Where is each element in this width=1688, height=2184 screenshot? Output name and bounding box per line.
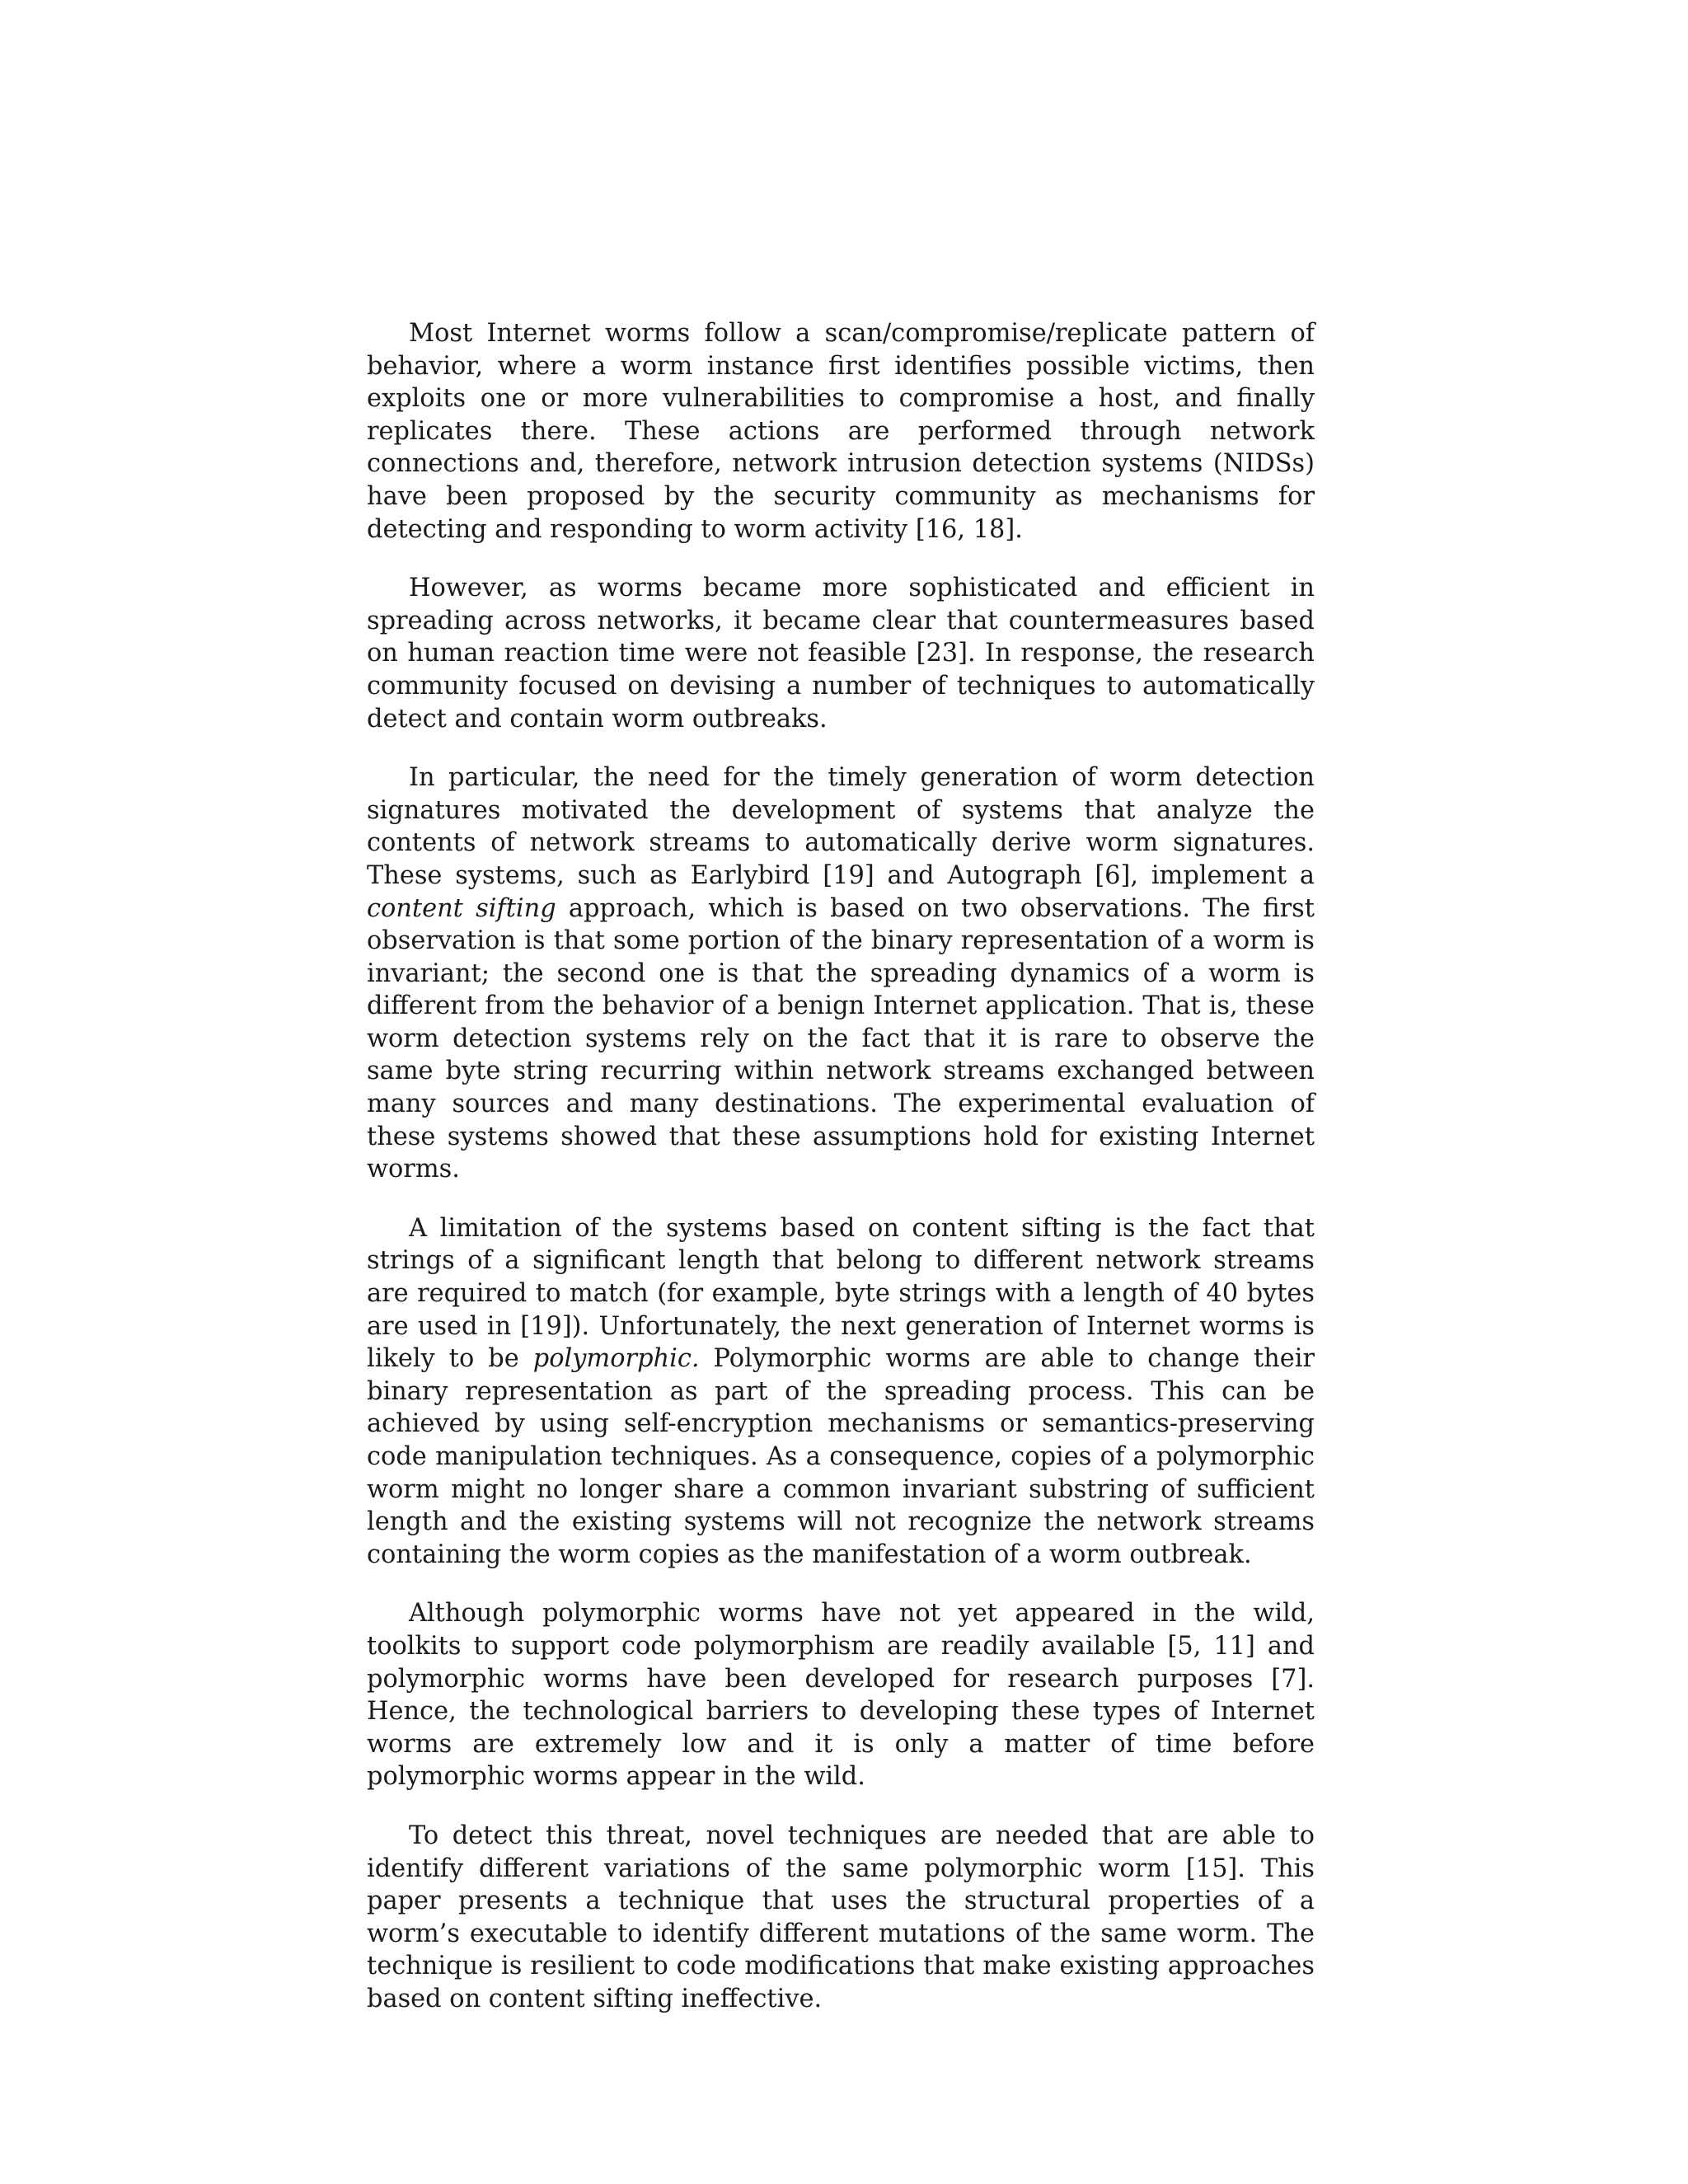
body-text bbox=[367, 317, 1315, 2016]
paragraph-1 bbox=[367, 317, 1315, 546]
paragraph-4 bbox=[367, 1212, 1315, 1572]
paragraph-2 bbox=[367, 572, 1315, 735]
paragraph-5 bbox=[367, 1597, 1315, 1793]
paragraph-3-text-a: In particular, the need for the timely generation of worm detection signatures motivated the development of systems that analyze the contents of network streams to automatically derive worm signatures. These systems, such as Earlybird [19] and Autograph [6], implement a bbox=[367, 763, 1315, 890]
paragraph-4-emphasis: polymorphic. bbox=[532, 1344, 700, 1374]
paragraph-5-text: Although polymorphic worms have not yet appeared in the wild, toolkits to support code polymorphism are readily available [5, 11] and polymorphic worms have been developed for research purposes [7]. Hence, the technological barriers to developing these types of Internet worms are extremely low and it is only a matter of time before polymorphic worms appear in the wild. bbox=[367, 1599, 1315, 1792]
paragraph-1-text: Most Internet worms follow a scan/compromise/replicate pattern of behavior, where a worm instance first identifies possible victims, then exploits one or more vulnerabilities to compromise a host, and finally replicates there. These actions are performed through network connections and, therefore, network intrusion detection systems (NIDSs) have been proposed by the security community as mechanisms for detecting and responding to worm activity [16, 18]. bbox=[367, 319, 1315, 544]
paragraph-2-text: However, as worms became more sophisticated and efficient in spreading across networks, it became clear that countermeasures based on human reaction time were not feasible [23]. In response, the research community focused on devising a number of techniques to automatically detect and contain worm outbreaks. bbox=[367, 574, 1315, 733]
paragraph-3-emphasis: content sifting bbox=[367, 893, 556, 923]
paragraph-4-text-b: Polymorphic worms are able to change their binary representation as part of the spreading process. This can be achieved by using self-encryption mechanisms or semantics-preserving code manipulation techniques. As a consequence, copies of a polymorphic worm might no longer share a common invariant substring of sufficient length and the existing systems will not recognize the network streams containing the worm copies as the manifestation of a worm outbreak. bbox=[367, 1344, 1315, 1569]
paragraph-4-text-a: A limitation of the systems based on content sifting is the fact that strings of a significant length that belong to different network streams are required to match (for example, byte strings with a length of 40 bytes are used in [19]). Unfortunately, the next generation of Internet worms is likely to be bbox=[367, 1213, 1315, 1374]
paragraph-6-text: To detect this threat, novel techniques are needed that are able to identify different variations of the same polymorphic worm [15]. This paper presents a technique that uses the structural properties of a worm’s executable to identify different mutations of the same worm. The technique is resilient to code modifications that make existing approaches based on content sifting ineffective. bbox=[367, 1821, 1315, 2013]
paragraph-3 bbox=[367, 762, 1315, 1186]
paragraph-3-text-b: approach, which is based on two observations. The first observation is that some portion of the binary representation of a worm is invariant; the second one is that the spreading dynamics of a worm is different from the behavior of a benign Internet application. That is, these worm detection systems rely on the fact that it is rare to observe the same byte string recurring within network streams exchanged between many sources and many destinations. The experimental evaluation of these systems showed that these assumptions hold for existing Internet worms. bbox=[367, 893, 1315, 1184]
paragraph-6 bbox=[367, 1820, 1315, 2016]
